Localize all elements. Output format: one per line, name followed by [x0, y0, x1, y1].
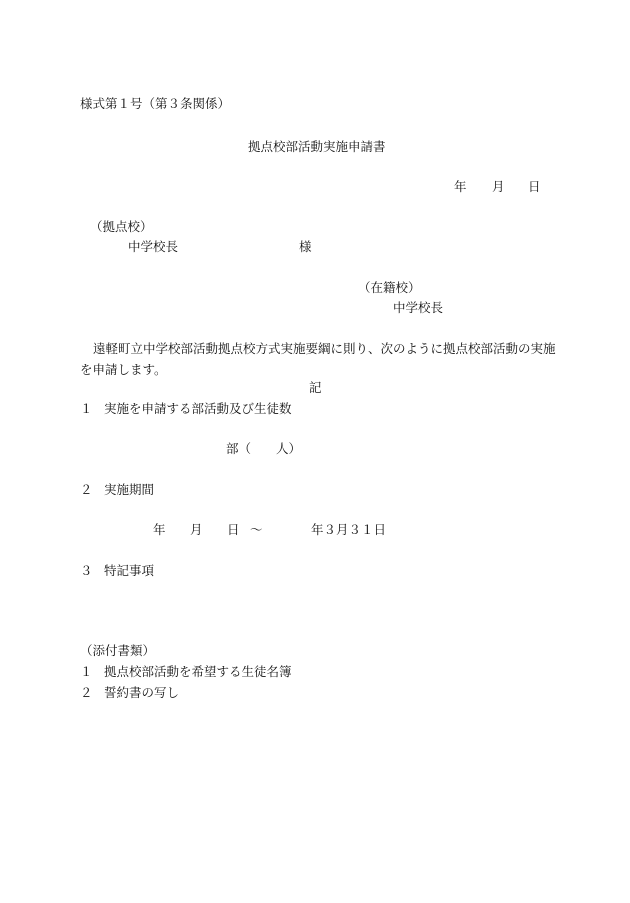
period-tilde: ～	[250, 522, 263, 537]
addressee-honorific: 様	[299, 239, 312, 254]
addressee-school-label: （拠点校）	[90, 219, 153, 234]
period-start-month: 月	[190, 522, 203, 537]
date-month: 月	[492, 179, 505, 194]
item-3-number: ３	[80, 563, 93, 578]
date-day: 日	[528, 179, 541, 194]
item-2-label: 実施期間	[104, 482, 155, 497]
period-start-day: 日	[227, 522, 240, 537]
sender-principal: 中学校長	[393, 300, 444, 315]
attachments-heading: （添付書類）	[80, 643, 156, 658]
ki-label: 記	[309, 380, 322, 395]
attachment-2-label: 誓約書の写し	[104, 685, 180, 700]
item-1-number: １	[80, 401, 93, 416]
item-1-label: 実施を申請する部活動及び生徒数	[104, 401, 292, 416]
form-number: 様式第１号（第３条関係）	[80, 96, 231, 111]
period-end-date: 年３月３１日	[311, 522, 387, 537]
date-year: 年	[454, 179, 467, 194]
sender-school-label: （在籍校）	[358, 280, 421, 295]
document-title: 拠点校部活動実施申請書	[248, 139, 386, 154]
item-2-number: ２	[80, 482, 93, 497]
attachment-1-label: 拠点校部活動を希望する生徒名簿	[104, 664, 292, 679]
period-start-year: 年	[153, 522, 166, 537]
item-3-label: 特記事項	[104, 563, 155, 578]
body-paragraph: 遠軽町立中学校部活動拠点校方式実施要綱に則り、次のように拠点校部活動の実施を申請します。	[80, 341, 556, 377]
attachment-1-number: １	[80, 664, 93, 679]
attachment-2-number: ２	[80, 685, 93, 700]
club-count-line: 部（ 人）	[226, 441, 302, 456]
addressee-principal: 中学校長	[128, 239, 179, 254]
